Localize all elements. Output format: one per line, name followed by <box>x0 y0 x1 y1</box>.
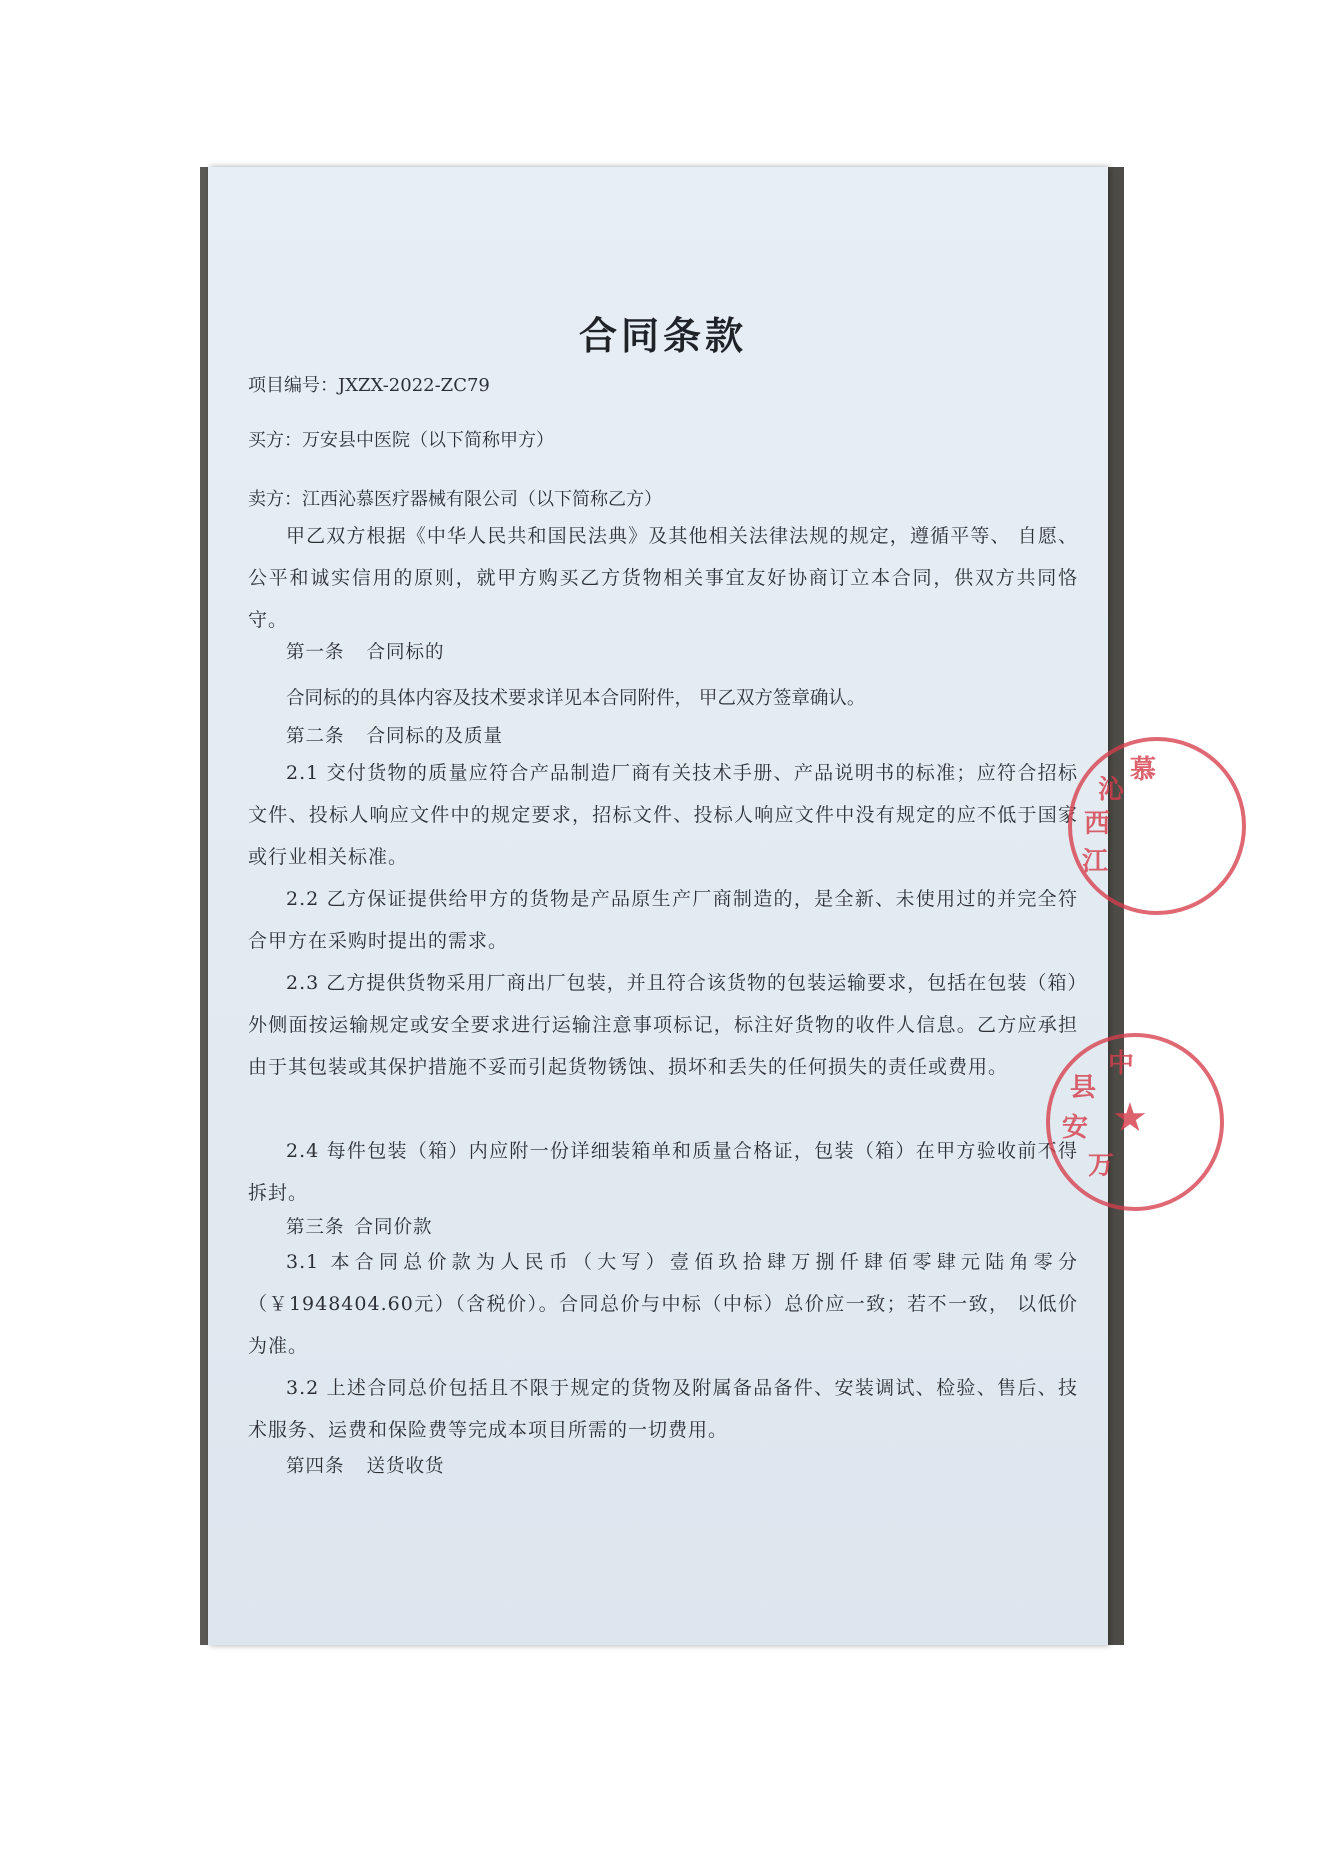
seal-char: 万 <box>1088 1151 1115 1181</box>
contract-page <box>208 167 1157 1645</box>
clause-2-3: 2.3 乙方提供货物采用厂商出厂包装，并且符合该货物的包装运输要求，包括在包装（箱）外侧面按运输规定或安全要求进行运输注意事项标记，标注好货物的收件人信息。乙方应承担由于其包装或其保护措施不妥而引起货物锈蚀、损坏和丢失的任何损失的责任或费用。 <box>248 972 1078 1078</box>
article-2-number: 第二条 <box>286 726 345 747</box>
seal-char: 沁 <box>1098 775 1125 805</box>
seal-char: 西 <box>1084 809 1111 839</box>
article-1-title: 合同标的 <box>366 642 445 663</box>
seal-char: 江 <box>1082 847 1109 877</box>
article-3-heading <box>286 1216 433 1240</box>
article-1-number: 第一条 <box>286 642 345 663</box>
seal-char: 安 <box>1062 1113 1089 1143</box>
hospital-seal-partial <box>1046 1033 1224 1211</box>
seal-char: 县 <box>1070 1073 1097 1103</box>
article-2-heading <box>286 725 503 749</box>
article-4-number: 第四条 <box>286 1456 345 1477</box>
article-1-text: 合同标的的具体内容及技术要求详见本合同附件， 甲乙双方签章确认。 <box>286 688 866 709</box>
company-seal-partial <box>1068 737 1246 915</box>
seal-char: 中 <box>1108 1049 1135 1079</box>
clause-3-2: 3.2 上述合同总价包括且不限于规定的货物及附属备品备件、安装调试、检验、售后、技术服务、运费和保险费等完成本项目所需的一切费用。 <box>248 1377 1078 1441</box>
seal-star-icon: ★ <box>1112 1095 1148 1141</box>
seller-line: 卖方：江西沁慕医疗器械有限公司（以下简称乙方） <box>248 489 662 510</box>
document-photo <box>200 167 1157 1645</box>
document-title: 合同条款 <box>578 314 747 358</box>
seal-char: 慕 <box>1130 755 1157 785</box>
article-4-heading <box>286 1455 445 1479</box>
clause-2-1: 2.1 交付货物的质量应符合产品制造厂商有关技术手册、产品说明书的标准；应符合招标文件、投标人响应文件中的规定要求，招标文件、投标人响应文件中没有规定的应不低于国家或行业相关标准。 <box>248 762 1078 868</box>
article-4-title: 送货收货 <box>366 1456 445 1477</box>
buyer-line: 买方：万安县中医院（以下简称甲方） <box>248 430 554 451</box>
article-1-heading <box>286 641 445 665</box>
clause-2-4: 2.4 每件包装（箱）内应附一份详细装箱单和质量合格证，包装（箱）在甲方验收前不得拆封。 <box>248 1140 1078 1204</box>
intro-paragraph: 甲乙双方根据《中华人民共和国民法典》及其他相关法律法规的规定，遵循平等、 自愿、公平和诚实信用的原则，就甲方购买乙方货物相关事宜友好协商订立本合同，供双方共同恪守。 <box>248 525 1078 631</box>
article-3-title: 合同价款 <box>354 1217 433 1238</box>
project-number: 项目编号：JXZX-2022-ZC79 <box>248 375 490 396</box>
clause-3-1: 3.1 本合同总价款为人民币（大写）壹佰玖拾肆万捌仟肆佰零肆元陆角零分（￥1948404.60元）（含税价）。合同总价与中标（中标）总价应一致；若不一致， 以低价为准。 <box>248 1251 1078 1357</box>
article-3-number: 第三条 <box>286 1217 345 1238</box>
article-2-title: 合同标的及质量 <box>366 726 504 747</box>
clause-2-2: 2.2 乙方保证提供给甲方的货物是产品原生产厂商制造的，是全新、未使用过的并完全符合甲方在采购时提出的需求。 <box>248 888 1078 952</box>
